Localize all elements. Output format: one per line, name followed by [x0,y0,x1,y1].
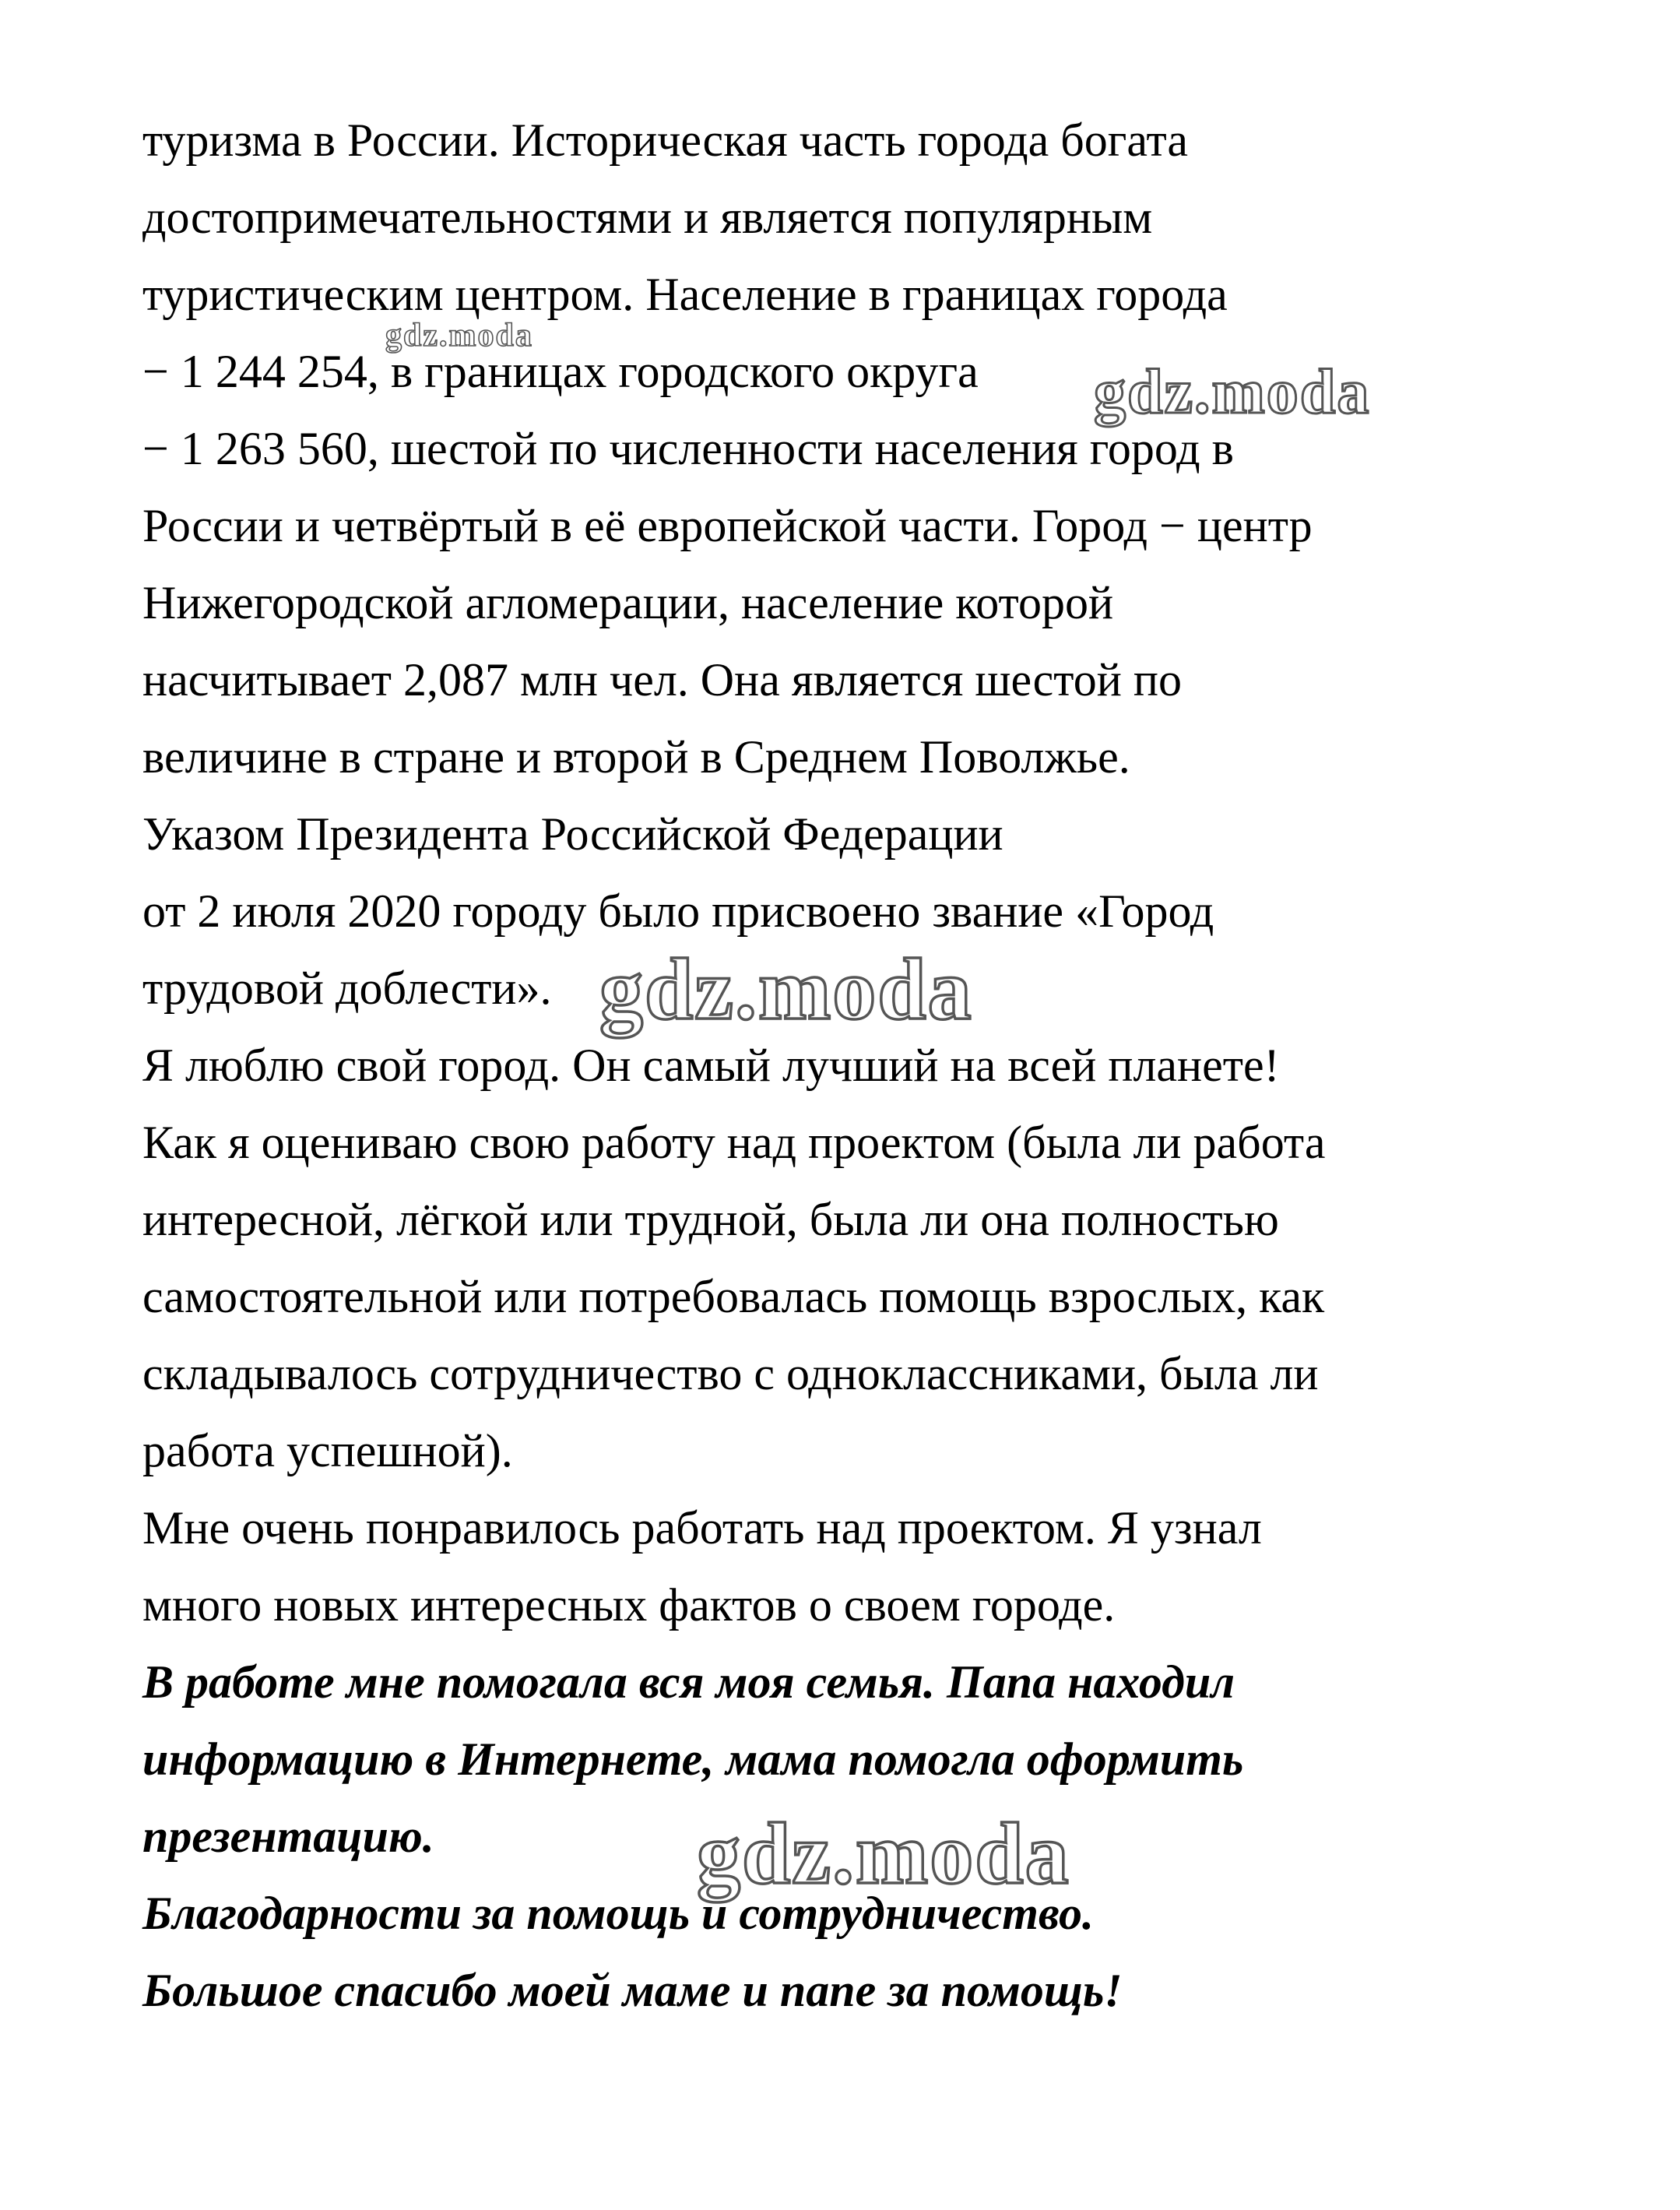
text-line: достопримечательностями и является популярным [142,192,1153,243]
text-line: туристическим центром. Население в границах города [142,269,1228,320]
text-line: Нижегородской агломерации, население которой [142,577,1114,628]
bold-italic-line: презентацию. [142,1811,434,1862]
text-line: Как я оцениваю свою работу над проектом (была ли работа [142,1117,1326,1168]
text-line: Я люблю свой город. Он самый лучший на всей планете! [142,1040,1280,1091]
text-line: складывалось сотрудничество с одноклассниками, была ли [142,1348,1319,1399]
text-line: трудовой доблести». [142,962,552,1014]
watermark-line4: gdz.moda [1094,356,1371,427]
text-line: России и четвёртый в её европейской части. Город − центр [142,500,1313,551]
watermark-line12: gdz.moda [599,941,973,1038]
bold-italic-line: информацию в Интернете, мама помогла оформить [142,1733,1244,1785]
text-line: − 1 244 254, в границах городского округа [142,346,979,397]
text-line: величине в стране и второй в Среднем Поволжье. [142,731,1130,783]
text-line: Указом Президента Российской Федерации [142,808,1003,860]
text-line: самостоятельной или потребовалась помощь взрослых, как [142,1271,1325,1322]
text-line: от 2 июля 2020 городу было присвоено звание «Город [142,885,1214,937]
text-line: туризма в России. Историческая часть города богата [142,114,1189,166]
text-line: много новых интересных фактов о своем городе. [142,1579,1116,1631]
text-line: насчитывает 2,087 млн чел. Она является шестой по [142,654,1182,706]
text-line: − 1 263 560, шестой по численности населения город в [142,423,1234,474]
watermark-bottom: gdz.moda [697,1806,1070,1902]
bold-italic-line: В работе мне помогала вся моя семья. Папа находил [142,1656,1235,1708]
watermark-small: gdz.moda [385,318,533,354]
bold-italic-line: Благодарности за помощь и сотрудничество. [142,1888,1094,1939]
bold-italic-line: Большое спасибо моей маме и папе за помощь! [142,1965,1123,2016]
text-line: работа успешной). [142,1425,513,1476]
text-line: интересной, лёгкой или трудной, была ли она полностью [142,1194,1279,1245]
text-line: Мне очень понравилось работать над проектом. Я узнал [142,1502,1262,1554]
